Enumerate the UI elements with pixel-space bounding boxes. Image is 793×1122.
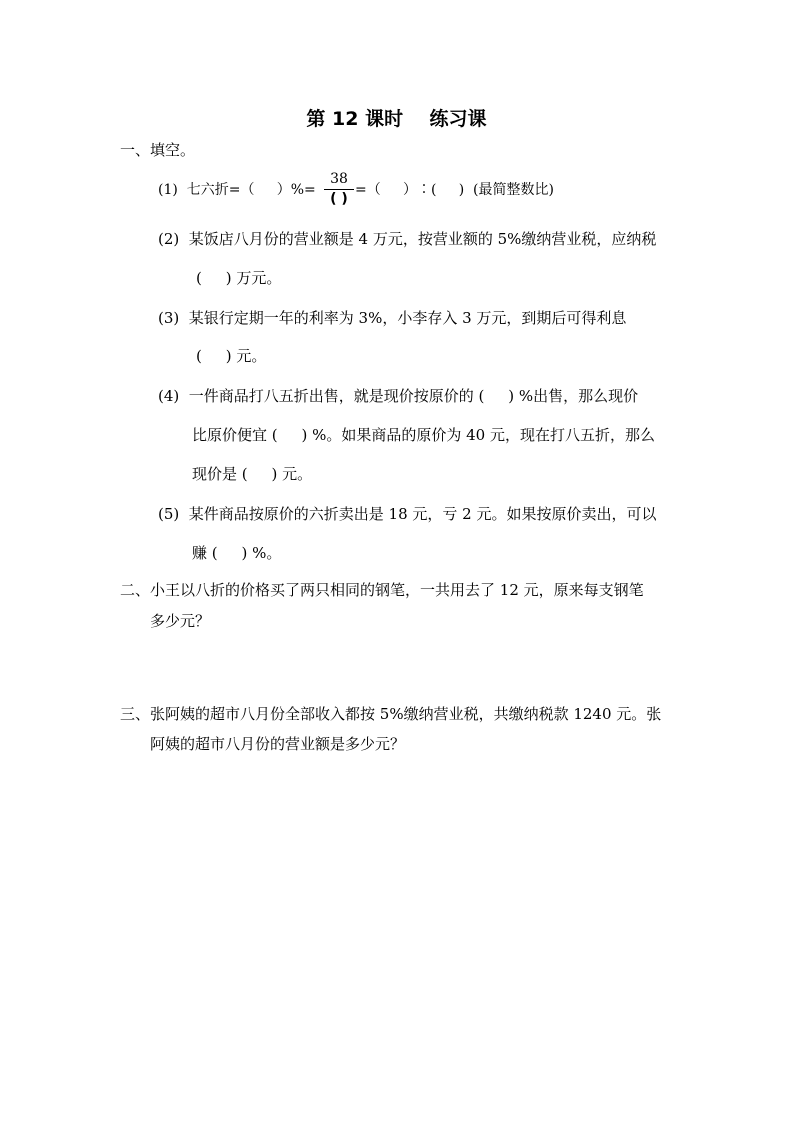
q5-line2: 赚 ( ) %。 bbox=[192, 544, 282, 562]
section3-line2: 阿姨的超市八月份的营业额是多少元？ bbox=[150, 735, 406, 753]
q2-line2: ( ) 万元。 bbox=[196, 269, 282, 287]
q2-line1: (2) 某饭店八月份的营业额是 4 万元，按营业额的 5%缴纳营业税，应纳税 bbox=[158, 230, 657, 248]
q3-line2: ( ) 元。 bbox=[196, 347, 267, 365]
section1-heading: 一、填空。 bbox=[120, 141, 196, 159]
q1-part-a: (1) 七六折=（ ）%= bbox=[158, 182, 316, 198]
fraction-bar bbox=[324, 189, 354, 190]
section3-line1: 三、张阿姨的超市八月份全部收入都按 5%缴纳营业税，共缴纳税款 1240 元。张 bbox=[120, 705, 662, 723]
q1-part-b: =（ ）∶( ) (最简整数比) bbox=[355, 182, 554, 198]
page-title: 第 12 课时 练习课 bbox=[306, 108, 487, 130]
section2-line2: 多少元？ bbox=[150, 612, 211, 630]
fraction-denominator: ( ) bbox=[330, 191, 348, 207]
q3-line1: (3) 某银行定期一年的利率为 3%，小李存入 3 万元，到期后可得利息 bbox=[158, 309, 627, 327]
q4-line3: 现价是 ( ) 元。 bbox=[192, 465, 313, 483]
q5-line1: (5) 某件商品按原价的六折卖出是 18 元，亏 2 元。如果按原价卖出，可以 bbox=[158, 505, 657, 523]
section2-line1: 二、小王以八折的价格买了两只相同的钢笔，一共用去了 12 元，原来每支钢笔 bbox=[120, 581, 644, 599]
fraction-numerator: 38 bbox=[330, 171, 348, 187]
q4-line2: 比原价便宜 ( ) %。如果商品的原价为 40 元，现在打八五折，那么 bbox=[192, 426, 655, 444]
q4-line1: (4) 一件商品打八五折出售，就是现价按原价的 ( ) %出售，那么现价 bbox=[158, 387, 639, 405]
q1-fraction bbox=[324, 171, 354, 208]
